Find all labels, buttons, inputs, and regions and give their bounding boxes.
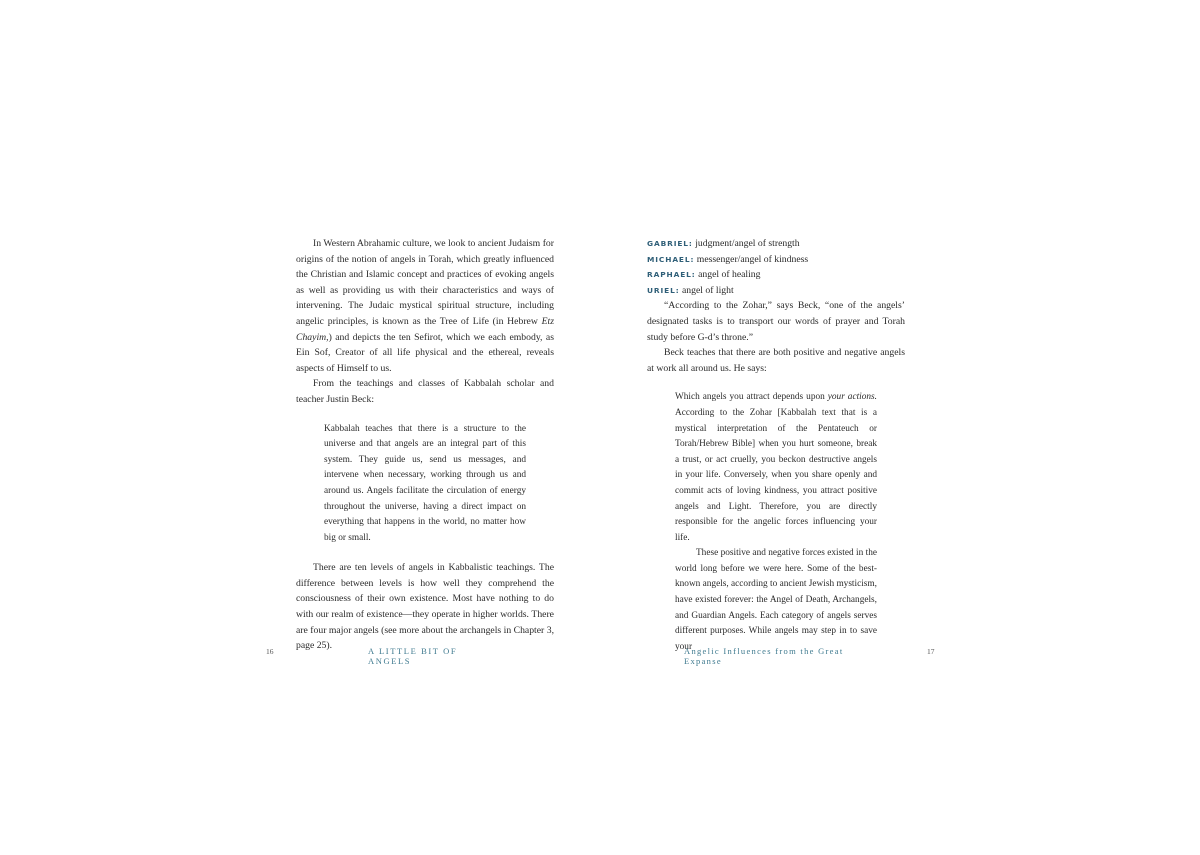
right-page xyxy=(600,0,1200,855)
angel-name: URIEL: xyxy=(647,285,680,295)
paragraph xyxy=(296,236,554,376)
paragraph: Beck teaches that there are both positive and negative angels at work all around us. He says: xyxy=(647,347,905,374)
angel-entry xyxy=(647,236,905,252)
angel-name: RAPHAEL: xyxy=(647,270,696,280)
angel-description: angel of light xyxy=(679,284,734,296)
running-head: Angelic Influences from the Great Expanse xyxy=(684,646,844,666)
angel-name: GABRIEL: xyxy=(647,239,693,248)
page-number: 16 xyxy=(266,647,274,656)
italic-phrase: your actions. xyxy=(827,392,877,403)
page-number: 17 xyxy=(927,647,935,656)
paragraph: “According to the Zohar,” says Beck, “one of the angels’ designated tasks is to transport our words of prayer and Torah study before G-d’s throne.” xyxy=(647,300,905,343)
quote-text: Kabbalah teaches that there is a structure to the universe and that angels are an integral part of this system. They guide us, send us messages, and intervene when necessary, working through us and around us. Angels facilitate the circulation of energy throughout the universe, having a direct impact on everything that happens in the world, no matter how big or small. xyxy=(324,423,526,543)
left-text-column xyxy=(296,236,554,654)
italic-term: Etz Chayim, xyxy=(296,315,554,343)
running-head: A LITTLE BIT OF ANGELS xyxy=(368,646,458,666)
angel-entry xyxy=(647,267,905,283)
angel-description: messenger/angel of kindness xyxy=(694,253,809,265)
block-quote xyxy=(675,390,877,655)
angel-name: MICHAEL: xyxy=(647,254,695,264)
paragraph: From the teachings and classes of Kabbalah scholar and teacher Justin Beck: xyxy=(296,378,554,405)
angel-description: judgment/angel of strength xyxy=(692,238,800,249)
paragraph-text: ) and depicts the ten Sefirot, which we each embody, as Ein Sof, Creator of all life physical and the ethereal, reveals aspects of Himself to us. xyxy=(296,331,554,374)
angel-entry xyxy=(647,252,905,268)
quote-text-part: According to the Zohar [Kabbalah text that is a mystical interpretation of the Pentateuch or Torah/Hebrew Bible] when you hurt someone, break a trust, or act cruelly, you beckon destructive angels in your life. Conversely, when you share openly and commit acts of loving kindness, you attract positive angels and Light. Therefore, you are directly responsible for the angelic forces influencing your life. xyxy=(675,407,877,543)
angel-entry xyxy=(647,283,905,299)
quote-text: These positive and negative forces existed in the world long before we were here. Some of the best-known angels, according to ancient Jewish mysticism, have existed forever: the Angel of Death, Archangels, and Guardian Angels. Each category of angels serves different purposes. While angels may step in to save your xyxy=(675,548,877,652)
paragraph-text: In Western Abrahamic culture, we look to ancient Judaism for origins of the notion of angels in Torah, which greatly influenced the Christian and Islamic concept and practices of evoking angels as well as providing us with their characteristics and ways of intervening. The Judaic mystical spiritual structure, including angelic principles, is known as the Tree of Life (in Hebrew xyxy=(296,238,554,327)
right-text-column xyxy=(647,236,905,655)
paragraph: There are ten levels of angels in Kabbalistic teachings. The difference between levels is how well they comprehend the consciousness of their own existence. Most have nothing to do with our realm of existence—they operate in higher worlds. There are four major angels (see more about the archangels in Chapter 3, page 25). xyxy=(296,562,554,652)
quote-text xyxy=(675,390,877,546)
quote-text-part: Which angels you attract depends upon xyxy=(675,392,828,403)
angel-description: angel of healing xyxy=(695,269,761,281)
block-quote xyxy=(324,422,526,547)
